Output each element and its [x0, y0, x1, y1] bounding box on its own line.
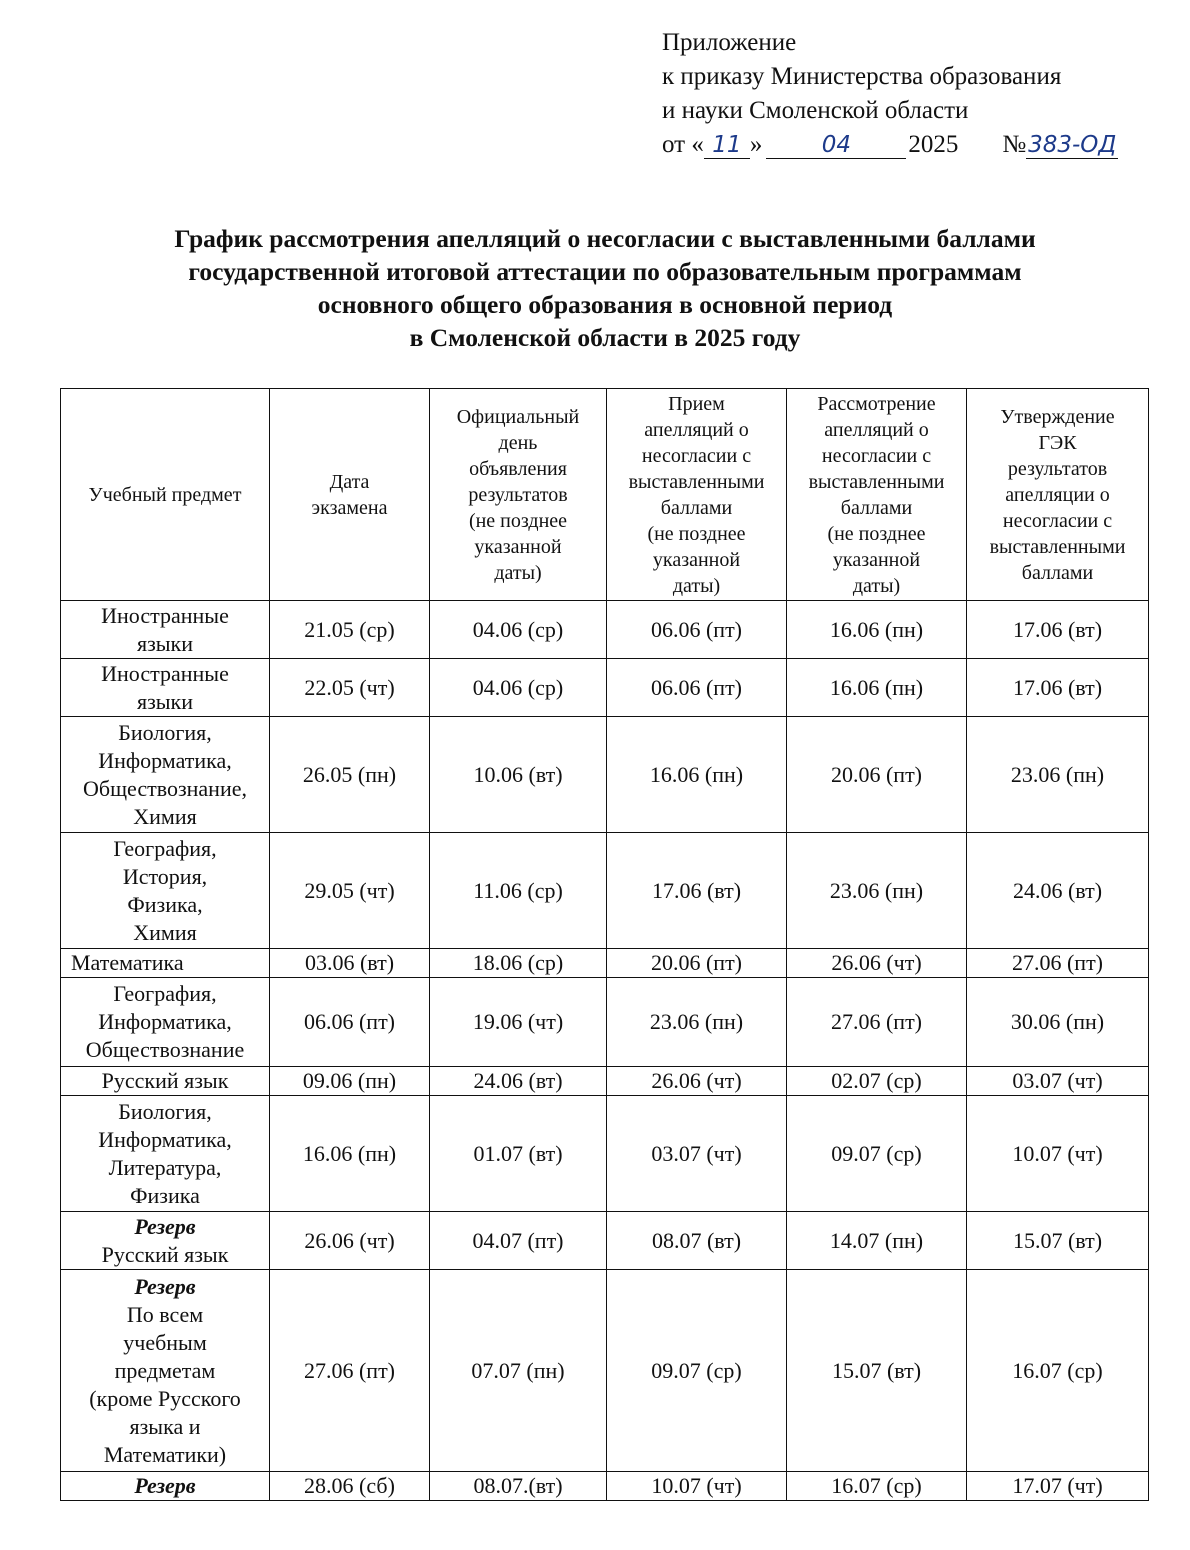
- header-text-line: Учебный предмет: [88, 483, 242, 506]
- appeal-review-cell: 09.07 (ср): [787, 1096, 967, 1212]
- header-text-line: баллами: [1021, 561, 1094, 584]
- subject-text-line: Русский язык: [101, 1068, 229, 1093]
- results-date-cell: 18.06 (ср): [430, 949, 607, 978]
- subject-text-line: Физика,: [127, 891, 203, 917]
- header-text-line: Утверждение: [1000, 405, 1115, 428]
- subject-text-line: Иностранные: [101, 602, 229, 628]
- subject-text-line: Химия: [133, 803, 197, 829]
- subject-text-line: предметам: [114, 1357, 216, 1383]
- header-text-line: день: [498, 431, 538, 454]
- results-date-cell: 07.07 (пн): [430, 1270, 607, 1472]
- appeal-accept-cell: 16.06 (пн): [607, 717, 787, 833]
- title-line: в Смоленской области в 2025 году: [409, 323, 801, 352]
- exam-date-cell: 26.05 (пн): [270, 717, 430, 833]
- appeal-review-cell: 02.07 (ср): [787, 1067, 967, 1096]
- appeal-review-cell: 14.07 (пн): [787, 1212, 967, 1270]
- header-text-line: ГЭК: [1038, 431, 1077, 454]
- reserve-label: Резерв: [134, 1213, 196, 1239]
- gek-approval-cell: 27.06 (пт): [967, 949, 1149, 978]
- table-row: [61, 1472, 1149, 1501]
- results-date-cell: 24.06 (вт): [430, 1067, 607, 1096]
- results-date-cell: 04.06 (ср): [430, 601, 607, 659]
- header-text-line: Прием: [668, 392, 725, 415]
- gek-approval-cell: 24.06 (вт): [967, 833, 1149, 949]
- subject-text-line: Информатика,: [98, 747, 232, 773]
- header-text-line: выставленными: [989, 535, 1126, 558]
- subject-cell: [61, 1472, 270, 1501]
- table-row: [61, 601, 1149, 659]
- appeal-review-cell: 16.07 (ср): [787, 1472, 967, 1501]
- header-text-line: даты): [852, 574, 901, 597]
- table-body: [61, 601, 1149, 1501]
- exam-date-cell: 06.06 (пт): [270, 978, 430, 1067]
- gek-approval-cell: 16.07 (ср): [967, 1270, 1149, 1472]
- column-header: [270, 389, 430, 601]
- subject-text-line: Математики): [103, 1441, 227, 1467]
- subject-cell: [61, 1067, 270, 1096]
- table-row: [61, 717, 1149, 833]
- subject-text-line: Математика: [71, 950, 184, 975]
- appeal-review-cell: 23.06 (пн): [787, 833, 967, 949]
- header-text-line: экзамена: [311, 496, 388, 519]
- table-row: [61, 949, 1149, 978]
- column-header: [607, 389, 787, 601]
- header-text-line: указанной: [474, 535, 562, 558]
- table-row: [61, 1067, 1149, 1096]
- subject-text-line: Русский язык: [101, 1241, 229, 1267]
- subject-text-line: языка и: [129, 1413, 201, 1439]
- subject-text-line: Физика: [130, 1182, 200, 1208]
- subject-text-line: Информатика,: [98, 1126, 232, 1152]
- subject-cell: [61, 1270, 270, 1472]
- exam-date-cell: 09.06 (пн): [270, 1067, 430, 1096]
- reserve-label: Резерв: [134, 1273, 196, 1299]
- results-date-cell: 11.06 (ср): [430, 833, 607, 949]
- results-date-cell: 19.06 (чт): [430, 978, 607, 1067]
- header-text-line: несогласии с: [821, 444, 932, 467]
- handwritten-order-number: 383-ОД: [1028, 132, 1117, 158]
- header-text-line: даты): [494, 561, 542, 584]
- exam-date-cell: 29.05 (чт): [270, 833, 430, 949]
- header-text-line: указанной: [652, 548, 741, 571]
- gek-approval-cell: 17.07 (чт): [967, 1472, 1149, 1501]
- appeals-schedule-table: [60, 388, 1149, 1501]
- header-text-line: несогласии с: [641, 444, 752, 467]
- table-row: [61, 659, 1149, 717]
- header-text-line: баллами: [840, 496, 913, 519]
- header-text-line: Официальный: [456, 405, 580, 428]
- subject-text-line: Иностранные: [101, 660, 229, 686]
- header-text-line: апелляций о: [644, 418, 749, 441]
- appeal-accept-cell: 10.07 (чт): [607, 1472, 787, 1501]
- document-title: [60, 222, 1150, 354]
- subject-cell: [61, 717, 270, 833]
- column-header: [61, 389, 270, 601]
- results-date-cell: 10.06 (вт): [430, 717, 607, 833]
- gek-approval-cell: 03.07 (чт): [967, 1067, 1149, 1096]
- header-text-line: выставленными: [808, 470, 945, 493]
- date-from-label: от «: [662, 131, 704, 158]
- header-text-line: объявления: [469, 457, 567, 480]
- subject-text-line: По всем: [126, 1301, 204, 1327]
- subject-text-line: учебным: [123, 1329, 207, 1355]
- subject-cell: [61, 1212, 270, 1270]
- appeal-accept-cell: 06.06 (пт): [607, 601, 787, 659]
- appeal-accept-cell: 23.06 (пн): [607, 978, 787, 1067]
- column-header: [430, 389, 607, 601]
- subject-text-line: Биология,: [118, 1098, 212, 1124]
- subject-text-line: Обществознание: [85, 1037, 245, 1062]
- appendix-header: [662, 26, 1162, 162]
- order-number-label: №: [1002, 131, 1027, 158]
- order-date-line: [662, 128, 1162, 162]
- table-header-row: [61, 389, 1149, 601]
- table-row: [61, 1270, 1149, 1472]
- gek-approval-cell: 23.06 (пн): [967, 717, 1149, 833]
- appeal-review-cell: 27.06 (пт): [787, 978, 967, 1067]
- appeal-accept-cell: 03.07 (чт): [607, 1096, 787, 1212]
- subject-cell: [61, 949, 270, 978]
- header-text-line: (не позднее: [827, 522, 926, 545]
- header-text-line: результатов: [1007, 457, 1108, 480]
- exam-date-cell: 03.06 (вт): [270, 949, 430, 978]
- header-text-line: апелляций о: [824, 418, 929, 441]
- appeal-accept-cell: 08.07 (вт): [607, 1212, 787, 1270]
- results-date-cell: 04.07 (пт): [430, 1212, 607, 1270]
- table-row: [61, 978, 1149, 1067]
- reserve-label: Резерв: [134, 1473, 196, 1498]
- results-date-cell: 08.07.(вт): [430, 1472, 607, 1501]
- appeal-review-cell: 26.06 (чт): [787, 949, 967, 978]
- handwritten-month: 04: [766, 132, 906, 159]
- header-text-line: результатов: [468, 483, 568, 506]
- title-line: государственной итоговой аттестации по образовательным программам: [188, 257, 1022, 286]
- gek-approval-cell: 17.06 (вт): [967, 659, 1149, 717]
- results-date-cell: 01.07 (вт): [430, 1096, 607, 1212]
- exam-date-cell: 26.06 (чт): [270, 1212, 430, 1270]
- subject-text-line: История,: [122, 863, 208, 889]
- gek-approval-cell: 30.06 (пн): [967, 978, 1149, 1067]
- date-close-quote: »: [749, 131, 763, 158]
- table-row: [61, 1096, 1149, 1212]
- exam-date-cell: 27.06 (пт): [270, 1270, 430, 1472]
- appeal-review-cell: 15.07 (вт): [787, 1270, 967, 1472]
- subject-cell: [61, 1096, 270, 1212]
- appeal-accept-cell: 09.07 (ср): [607, 1270, 787, 1472]
- subject-text-line: Литература,: [108, 1154, 222, 1180]
- subject-cell: [61, 978, 270, 1067]
- header-text-line: баллами: [660, 496, 733, 519]
- appeal-review-cell: 16.06 (пн): [787, 659, 967, 717]
- exam-date-cell: 28.06 (сб): [270, 1472, 430, 1501]
- subject-text-line: языки: [136, 688, 194, 714]
- appeal-accept-cell: 06.06 (пт): [607, 659, 787, 717]
- title-line: График рассмотрения апелляций о несогласии с выставленными баллами: [174, 224, 1036, 253]
- appeal-review-cell: 20.06 (пт): [787, 717, 967, 833]
- exam-date-cell: 16.06 (пн): [270, 1096, 430, 1212]
- handwritten-day: 11: [704, 132, 750, 159]
- subject-text-line: языки: [136, 630, 194, 656]
- gek-approval-cell: 15.07 (вт): [967, 1212, 1149, 1270]
- table-row: [61, 1212, 1149, 1270]
- appeal-accept-cell: 20.06 (пт): [607, 949, 787, 978]
- results-date-cell: 04.06 (ср): [430, 659, 607, 717]
- header-text-line: даты): [672, 574, 721, 597]
- gek-approval-cell: 17.06 (вт): [967, 601, 1149, 659]
- subject-cell: [61, 833, 270, 949]
- table-row: [61, 833, 1149, 949]
- header-text-line: несогласии с: [1002, 509, 1113, 532]
- subject-text-line: География,: [113, 835, 217, 861]
- subject-text-line: Информатика,: [98, 1009, 232, 1034]
- header-text-line: указанной: [832, 548, 921, 571]
- header-text-line: Рассмотрение: [817, 392, 936, 415]
- column-header: [787, 389, 967, 601]
- subject-cell: [61, 601, 270, 659]
- exam-date-cell: 21.05 (ср): [270, 601, 430, 659]
- subject-text-line: Химия: [133, 919, 197, 945]
- appeal-accept-cell: 17.06 (вт): [607, 833, 787, 949]
- title-line: основного общего образования в основной период: [317, 290, 893, 319]
- subject-text-line: Обществознание,: [83, 775, 247, 801]
- appeal-review-cell: 16.06 (пн): [787, 601, 967, 659]
- ministry-line: и науки Смоленской области: [662, 97, 969, 124]
- subject-text-line: География,: [113, 981, 217, 1006]
- exam-date-cell: 22.05 (чт): [270, 659, 430, 717]
- appendix-label: Приложение: [662, 29, 797, 56]
- order-year: 2025: [908, 131, 959, 158]
- subject-text-line: (кроме Русского: [89, 1385, 241, 1411]
- subject-cell: [61, 659, 270, 717]
- appeal-accept-cell: 26.06 (чт): [607, 1067, 787, 1096]
- order-reference-line: к приказу Министерства образования: [662, 63, 1062, 90]
- header-text-line: выставленными: [628, 470, 765, 493]
- column-header: [967, 389, 1149, 601]
- header-text-line: (не позднее: [468, 509, 568, 532]
- header-text-line: Дата: [329, 470, 370, 493]
- gek-approval-cell: 10.07 (чт): [967, 1096, 1149, 1212]
- header-text-line: (не позднее: [647, 522, 746, 545]
- subject-text-line: Биология,: [118, 719, 212, 745]
- header-text-line: апелляции о: [1005, 483, 1110, 506]
